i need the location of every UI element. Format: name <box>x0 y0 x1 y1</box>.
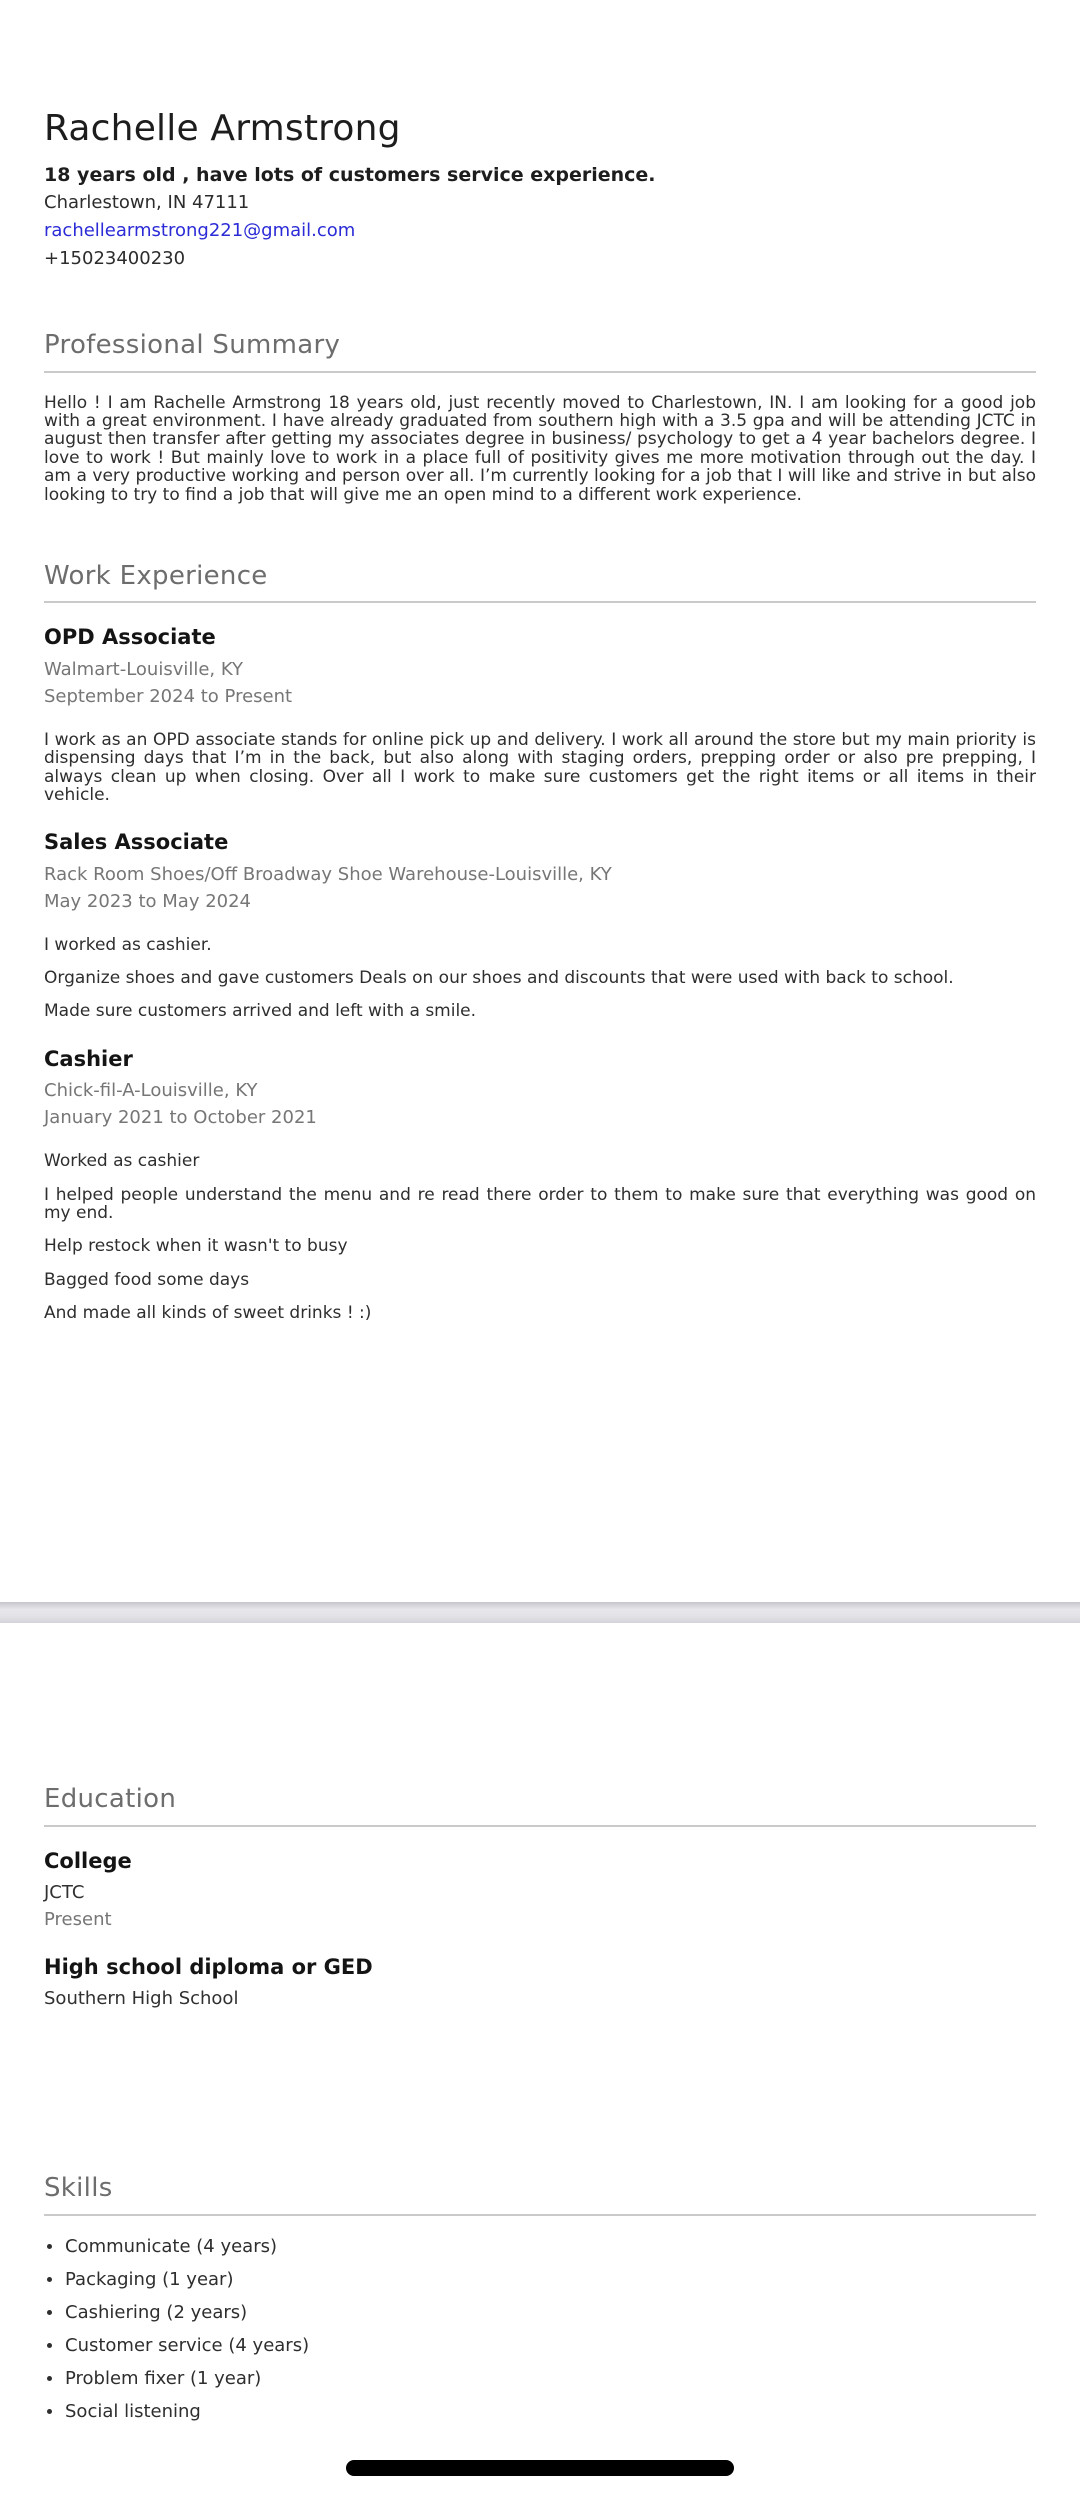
section-divider-line <box>44 601 1036 603</box>
resume-headline: 18 years old , have lots of customers service experience. <box>44 164 656 186</box>
job-description-line: I helped people understand the menu and re read there order to them to make sure that everything was good on my end. <box>44 1184 1036 1223</box>
job-dates: September 2024 to Present <box>44 685 293 707</box>
skill-label: Problem fixer (1 year) <box>65 2367 262 2389</box>
job-entry <box>44 829 1036 1021</box>
section-divider-line <box>44 1825 1036 1827</box>
job-description <box>44 731 1036 805</box>
education-school: Southern High School <box>44 1988 239 2010</box>
home-indicator-bar[interactable] <box>346 2460 734 2476</box>
skills-list <box>44 2237 1036 2421</box>
job-description-line: Organize shoes and gave customers Deals on our shoes and discounts that were used with back to school. <box>44 968 954 989</box>
email-link[interactable]: rachellearmstrong221@gmail.com <box>44 220 356 241</box>
section-professional-summary <box>44 329 1036 504</box>
job-entry <box>44 1046 1036 1323</box>
skill-label: Communicate (4 years) <box>65 2235 278 2257</box>
education-degree: College <box>44 1848 132 1873</box>
professional-summary-heading: Professional Summary <box>44 330 341 360</box>
professional-summary-text: Hello ! I am Rachelle Armstrong 18 years old, just recently moved to Charlestown, IN. I am looking for a good job with a great environment. I have already graduated from southern high with a 3.5 gpa and will be attending JCTC in august then transfer after getting my associates degree in business/ psychology to get a 4 year bachelors degree. I love to work ! But mainly love to work in a place full of positivity gives me more motivation through out the day. I am a very productive working and person over all. I’m currently looking for a job that I will like and strive in but also looking to try to find a job that will give me an open mind to a different work experience. <box>44 392 1036 505</box>
skills-heading: Skills <box>44 2173 113 2204</box>
bullet-icon <box>47 2376 52 2381</box>
resume-phone: +15023400230 <box>44 248 186 269</box>
skill-label: Cashiering (2 years) <box>65 2301 248 2323</box>
job-company-location: Walmart-Louisville, KY <box>44 658 244 680</box>
section-divider-line <box>44 2214 1036 2216</box>
job-description-line: Help restock when it wasn't to busy <box>44 1236 348 1257</box>
job-description-line: I worked as cashier. <box>44 934 212 955</box>
education-degree: High school diploma or GED <box>44 1954 373 1979</box>
skill-item <box>47 2270 1036 2289</box>
job-description-line: And made all kinds of sweet drinks ! :) <box>44 1303 372 1324</box>
work-experience-heading: Work Experience <box>44 560 268 591</box>
job-title: Cashier <box>44 1046 133 1071</box>
resume-page-2 <box>0 1783 1080 2499</box>
skill-label: Social listening <box>65 2400 201 2422</box>
job-description-line: Worked as cashier <box>44 1151 200 1172</box>
job-description <box>44 1152 1036 1322</box>
job-company-location: Chick-fil-A-Louisville, KY <box>44 1080 258 1102</box>
education-dates: Present <box>44 1908 112 1930</box>
education-list <box>44 1848 1036 2013</box>
bullet-icon <box>47 2277 52 2282</box>
skill-item <box>47 2402 1036 2421</box>
education-heading: Education <box>44 1784 177 1814</box>
education-entry <box>44 1848 1036 1933</box>
job-description <box>44 936 1036 1021</box>
bullet-icon <box>47 2343 52 2348</box>
skill-item <box>47 2237 1036 2256</box>
resume-location: Charlestown, IN 47111 <box>44 192 250 213</box>
bullet-icon <box>47 2310 52 2315</box>
page-break-divider <box>0 1602 1080 1623</box>
job-title: Sales Associate <box>44 830 229 855</box>
bullet-icon <box>47 2409 52 2414</box>
education-school: JCTC <box>44 1881 85 1903</box>
education-entry <box>44 1954 1036 2012</box>
skill-label: Packaging (1 year) <box>65 2268 234 2290</box>
job-entry <box>44 624 1036 804</box>
resume-header <box>44 106 1036 273</box>
job-dates: January 2021 to October 2021 <box>44 1107 317 1129</box>
section-work-experience <box>44 560 1036 1323</box>
skill-label: Customer service (4 years) <box>65 2334 310 2356</box>
skill-item <box>47 2369 1036 2388</box>
bullet-icon <box>47 2244 52 2249</box>
job-description-line: I work as an OPD associate stands for online pick up and delivery. I work all around the store but my main priority is dispensing days that I’m in the back, but also along with staging orders, prepping order or also pre prepping, I always clean up when closing. Over all I work to make sure customers get the right items or all items in their vehicle. <box>44 729 1036 805</box>
jobs-list <box>44 624 1036 1322</box>
skill-item <box>47 2336 1036 2355</box>
job-company-location: Rack Room Shoes/Off Broadway Shoe Warehouse-Louisville, KY <box>44 863 612 885</box>
job-dates: May 2023 to May 2024 <box>44 890 251 912</box>
job-description-line: Made sure customers arrived and left with a smile. <box>44 1001 477 1022</box>
job-title: OPD Associate <box>44 625 216 650</box>
section-skills <box>44 2172 1036 2421</box>
skill-item <box>47 2303 1036 2322</box>
section-divider-line <box>44 371 1036 373</box>
section-education <box>44 1783 1036 2012</box>
email-row <box>44 217 1036 245</box>
job-description-line: Bagged food some days <box>44 1269 250 1290</box>
resume-name: Rachelle Armstrong <box>44 108 401 149</box>
